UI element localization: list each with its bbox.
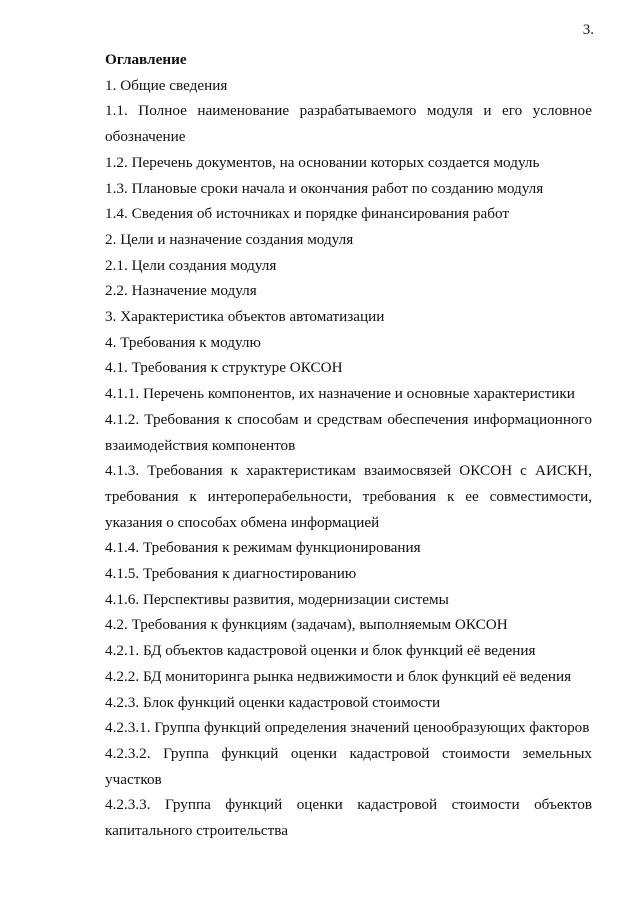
toc-entry: 4.1.5. Требования к диагностированию <box>105 565 357 583</box>
toc-entry: 3. Характеристика объектов автоматизации <box>105 308 385 326</box>
toc-heading: Оглавление <box>105 51 187 68</box>
toc-entry: 4.1.4. Требования к режимам функционирования <box>105 539 421 557</box>
toc-entry: 1.4. Сведения об источниках и порядке финансирования работ <box>105 205 509 223</box>
toc-entry: 4. Требования к модулю <box>105 333 261 351</box>
toc-entry: 4.2.2. БД мониторинга рынка недвижимости и блок функций её ведения <box>105 667 572 685</box>
toc-entry: 4.1.6. Перспективы развития, модернизации системы <box>105 590 449 608</box>
toc-entry: 1.1. Полное наименование разрабатываемого модуля и его условное обозначение <box>105 102 592 146</box>
toc-list <box>105 73 592 844</box>
toc-entry: 2. Цели и назначение создания модуля <box>105 230 354 248</box>
toc-entry: 4.2.3. Блок функций оценки кадастровой стоимости <box>105 693 441 711</box>
toc-entry: 1.3. Плановые сроки начала и окончания работ по созданию модуля <box>105 179 544 197</box>
toc-entry: 2.2. Назначение модуля <box>105 282 257 300</box>
toc-entry: 1.2. Перечень документов, на основании которых создается модуль <box>105 153 540 171</box>
toc-entry: 4.1. Требования к структуре ОКСОН <box>105 359 343 377</box>
page-number: 3. <box>582 22 594 38</box>
table-of-contents <box>105 47 592 844</box>
toc-entry: 4.1.3. Требования к характеристикам взаимосвязей ОКСОН с АИСКН, требования к интероперабельности, требования к ее совместимости, указания о способах обмена информацией <box>105 462 592 531</box>
toc-entry: 4.2. Требования к функциям (задачам), выполняемым ОКСОН <box>105 616 508 634</box>
toc-entry: 4.2.1. БД объектов кадастровой оценки и блок функций её ведения <box>105 642 536 660</box>
toc-entry: 4.2.3.1. Группа функций определения значений ценообразующих факторов <box>105 719 590 737</box>
toc-entry: 4.2.3.3. Группа функций оценки кадастровой стоимости объектов капитального строительства <box>105 796 592 840</box>
toc-entry: 4.1.2. Требования к способам и средствам обеспечения информационного взаимодействия компонентов <box>105 410 592 454</box>
toc-entry: 4.2.3.2. Группа функций оценки кадастровой стоимости земельных участков <box>105 744 592 788</box>
toc-entry: 1. Общие сведения <box>105 76 228 94</box>
toc-entry: 4.1.1. Перечень компонентов, их назначение и основные характеристики <box>105 385 575 403</box>
toc-entry: 2.1. Цели создания модуля <box>105 256 277 274</box>
